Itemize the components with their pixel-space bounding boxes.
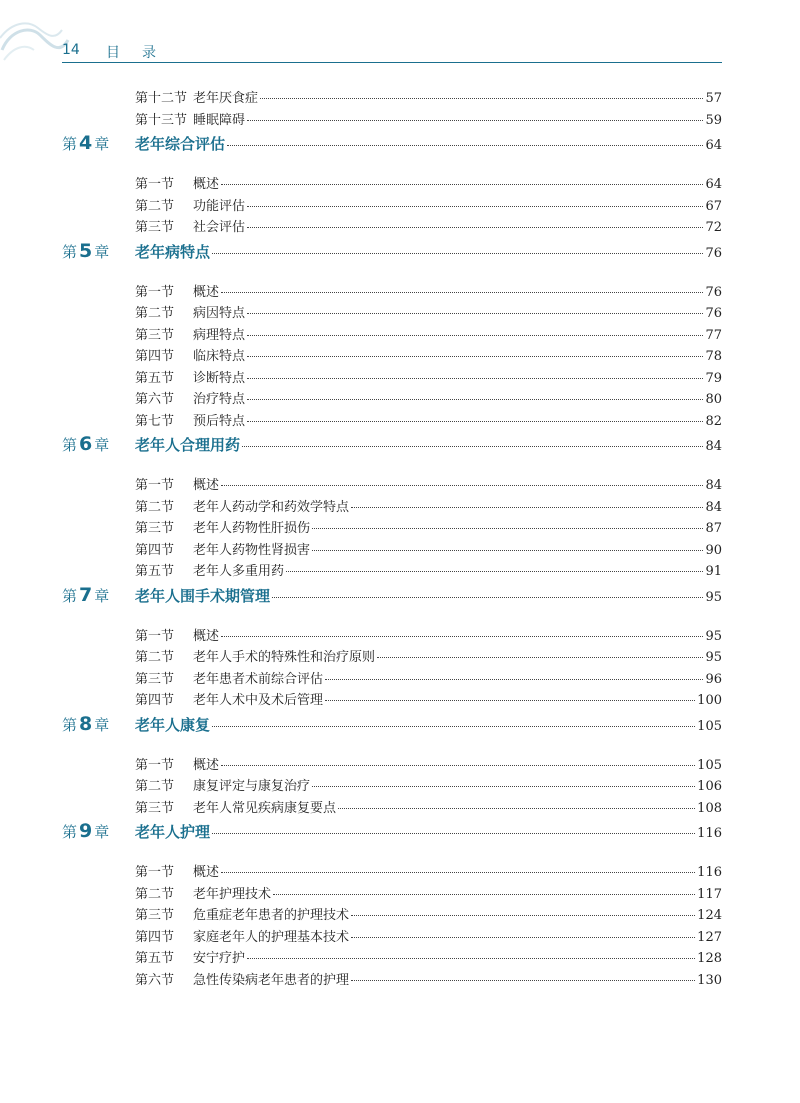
header-rule — [62, 62, 722, 63]
chapter-title: 老年人围手术期管理 — [135, 586, 271, 605]
dot-leader — [227, 145, 703, 146]
dot-leader — [312, 550, 703, 551]
dot-leader — [247, 120, 703, 121]
chapter-label: 第 8 章 — [62, 712, 110, 735]
section-page-number: 77 — [705, 327, 722, 343]
chapter-page-number: 116 — [697, 826, 722, 841]
section-page-number: 95 — [705, 650, 722, 665]
section-page-number: 84 — [705, 499, 722, 515]
section-title: 功能评估 — [193, 198, 246, 214]
section-label: 第一节 — [135, 478, 175, 493]
section-label: 第三节 — [135, 521, 175, 536]
page-header — [62, 40, 722, 62]
dot-leader — [221, 765, 695, 766]
toc-section-entry[interactable] — [135, 560, 722, 578]
section-title: 老年厌食症 — [193, 91, 259, 106]
toc-section-entry[interactable] — [135, 410, 722, 428]
section-page-number: 76 — [705, 306, 722, 321]
dot-leader — [221, 872, 695, 873]
section-page-number: 80 — [705, 392, 722, 407]
section-label: 第四节 — [135, 693, 175, 708]
section-label: 第三节 — [135, 327, 175, 343]
section-label: 第四节 — [135, 542, 175, 558]
section-title: 病因特点 — [193, 306, 246, 321]
toc-section-entry[interactable] — [135, 324, 722, 342]
section-label: 第十二节 — [135, 91, 188, 106]
section-label: 第一节 — [135, 284, 175, 300]
section-title: 老年人多重用药 — [193, 564, 285, 579]
dot-leader — [221, 636, 703, 637]
dot-leader — [312, 528, 703, 529]
toc-section-entry[interactable] — [135, 754, 722, 772]
section-label: 第一节 — [135, 177, 175, 192]
dot-leader — [351, 915, 695, 916]
dot-leader — [247, 335, 703, 336]
section-title: 治疗特点 — [193, 392, 246, 407]
toc-section-entry[interactable] — [135, 109, 722, 127]
section-page-number: 96 — [705, 671, 722, 687]
section-title: 老年人常见疾病康复要点 — [193, 800, 337, 816]
section-title: 老年人术中及术后管理 — [193, 693, 324, 708]
chapter-title: 老年人合理用药 — [135, 436, 241, 454]
toc-section-entry[interactable] — [135, 775, 722, 793]
section-title: 临床特点 — [193, 349, 246, 364]
section-page-number: 84 — [705, 478, 722, 493]
section-label: 第十三节 — [135, 112, 188, 128]
section-page-number: 72 — [705, 220, 722, 235]
section-label: 第七节 — [135, 413, 175, 429]
section-label: 第二节 — [135, 198, 175, 214]
section-page-number: 78 — [705, 349, 722, 364]
dot-leader — [247, 356, 703, 357]
section-label: 第三节 — [135, 220, 175, 235]
dot-leader — [247, 378, 703, 379]
dot-leader — [221, 292, 703, 293]
section-page-number: 100 — [697, 693, 722, 708]
section-page-number: 108 — [697, 800, 722, 816]
toc-chapter-entry[interactable] — [62, 820, 722, 844]
chapter-title: 老年人康复 — [135, 715, 211, 734]
toc-section-entry[interactable] — [135, 496, 722, 514]
section-label: 第二节 — [135, 779, 175, 794]
section-page-number: 82 — [705, 413, 722, 429]
section-title: 危重症老年患者的护理技术 — [193, 908, 350, 923]
toc-chapter-entry[interactable] — [62, 584, 722, 608]
dot-leader — [247, 421, 703, 422]
toc-chapter-entry[interactable] — [62, 240, 722, 264]
chapter-page-number: 105 — [697, 718, 722, 734]
section-title: 老年人手术的特殊性和治疗原则 — [193, 650, 376, 665]
chapter-title: 老年人护理 — [135, 823, 211, 841]
section-title: 概述 — [193, 628, 220, 644]
toc-section-entry[interactable] — [135, 517, 722, 535]
chapter-label: 第 4 章 — [62, 132, 110, 154]
toc-section-entry[interactable] — [135, 539, 722, 557]
section-label: 第六节 — [135, 392, 175, 407]
section-title: 家庭老年人的护理基本技术 — [193, 929, 350, 945]
chapter-page-number: 84 — [705, 439, 722, 454]
dot-leader — [286, 571, 703, 572]
toc-section-entry[interactable] — [135, 904, 722, 922]
section-label: 第三节 — [135, 671, 175, 687]
chapter-page-number: 64 — [705, 138, 722, 153]
section-label: 第五节 — [135, 370, 175, 386]
section-page-number: 117 — [697, 886, 722, 902]
section-title: 预后特点 — [193, 413, 246, 429]
dot-leader — [247, 313, 703, 314]
toc-section-entry[interactable] — [135, 689, 722, 707]
toc-section-entry[interactable] — [135, 883, 722, 901]
toc-section-entry[interactable] — [135, 302, 722, 320]
dot-leader — [260, 98, 703, 99]
dot-leader — [377, 657, 703, 658]
chapter-label: 第 6 章 — [62, 433, 110, 455]
chapter-label: 第 7 章 — [62, 583, 110, 606]
section-title: 睡眠障碍 — [193, 112, 246, 128]
dot-leader — [242, 446, 703, 447]
section-label: 第三节 — [135, 908, 175, 923]
toc-chapter-entry[interactable] — [62, 132, 722, 156]
section-label: 第二节 — [135, 499, 175, 515]
toc-section-entry[interactable] — [135, 173, 722, 191]
section-title: 诊断特点 — [193, 370, 246, 386]
section-title: 概述 — [193, 865, 220, 880]
dot-leader — [312, 786, 695, 787]
section-label: 第六节 — [135, 972, 175, 988]
section-title: 安宁疗护 — [193, 951, 246, 966]
dot-leader — [351, 937, 695, 938]
dot-leader — [272, 597, 703, 598]
section-label: 第五节 — [135, 564, 175, 579]
toc-section-entry[interactable] — [135, 388, 722, 406]
dot-leader — [247, 206, 703, 207]
section-page-number: 76 — [705, 284, 722, 300]
section-label: 第五节 — [135, 951, 175, 966]
toc-section-entry[interactable] — [135, 668, 722, 686]
header-title: 目录 — [106, 45, 178, 61]
dot-leader — [212, 833, 695, 834]
section-page-number: 128 — [697, 951, 722, 966]
section-title: 社会评估 — [193, 220, 246, 235]
toc-chapter-entry[interactable] — [62, 713, 722, 737]
section-label: 第四节 — [135, 349, 175, 364]
chapter-title: 老年病特点 — [135, 242, 211, 261]
section-page-number: 59 — [705, 112, 722, 128]
section-page-number: 116 — [697, 865, 722, 880]
section-page-number: 127 — [697, 929, 722, 945]
toc-section-entry[interactable] — [135, 625, 722, 643]
toc-chapter-entry[interactable] — [62, 433, 722, 457]
section-title: 病理特点 — [193, 327, 246, 343]
section-label: 第一节 — [135, 865, 175, 880]
toc-section-entry[interactable] — [135, 969, 722, 987]
section-title: 老年人药物性肾损害 — [193, 542, 311, 558]
dot-leader — [212, 253, 703, 254]
section-title: 概述 — [193, 757, 220, 773]
chapter-page-number: 95 — [705, 589, 722, 605]
dot-leader — [221, 485, 703, 486]
section-title: 老年人药动学和药效学特点 — [193, 499, 350, 515]
section-page-number: 124 — [697, 908, 722, 923]
section-page-number: 57 — [705, 91, 722, 106]
section-label: 第四节 — [135, 929, 175, 945]
toc-section-entry[interactable] — [135, 87, 722, 105]
chapter-page-number: 76 — [705, 245, 722, 261]
toc-section-entry[interactable] — [135, 947, 722, 965]
section-title: 康复评定与康复治疗 — [193, 779, 311, 794]
section-page-number: 95 — [705, 628, 722, 644]
toc-section-entry[interactable] — [135, 926, 722, 944]
dot-leader — [325, 679, 703, 680]
section-label: 第二节 — [135, 886, 175, 902]
toc-section-entry[interactable] — [135, 797, 722, 815]
toc-section-entry[interactable] — [135, 195, 722, 213]
toc-section-entry[interactable] — [135, 281, 722, 299]
decorative-swirl-ornament — [0, 0, 70, 70]
section-label: 第一节 — [135, 757, 175, 773]
dot-leader — [351, 980, 695, 981]
toc-section-entry[interactable] — [135, 861, 722, 879]
dot-leader — [221, 184, 703, 185]
section-label: 第二节 — [135, 306, 175, 321]
dot-leader — [338, 808, 695, 809]
toc-section-entry[interactable] — [135, 474, 722, 492]
section-title: 老年护理技术 — [193, 886, 272, 902]
toc-section-entry[interactable] — [135, 367, 722, 385]
section-title: 老年患者术前综合评估 — [193, 671, 324, 687]
toc-section-entry[interactable] — [135, 646, 722, 664]
dot-leader — [351, 507, 703, 508]
section-label: 第三节 — [135, 800, 175, 816]
chapter-title: 老年综合评估 — [135, 135, 226, 153]
section-label: 第一节 — [135, 628, 175, 644]
section-title: 概述 — [193, 478, 220, 493]
dot-leader — [273, 894, 695, 895]
section-page-number: 91 — [705, 564, 722, 579]
page-number: 14 — [62, 42, 80, 58]
chapter-label: 第 5 章 — [62, 239, 110, 262]
dot-leader — [325, 700, 695, 701]
section-label: 第二节 — [135, 650, 175, 665]
dot-leader — [247, 227, 703, 228]
section-page-number: 87 — [705, 521, 722, 536]
section-title: 概述 — [193, 177, 220, 192]
toc-section-entry[interactable] — [135, 345, 722, 363]
dot-leader — [247, 399, 703, 400]
dot-leader — [212, 726, 695, 727]
section-page-number: 90 — [705, 542, 722, 558]
section-title: 概述 — [193, 284, 220, 300]
dot-leader — [247, 958, 695, 959]
section-page-number: 67 — [705, 198, 722, 214]
section-title: 老年人药物性肝损伤 — [193, 521, 311, 536]
chapter-label: 第 9 章 — [62, 820, 110, 842]
section-page-number: 64 — [705, 177, 722, 192]
section-page-number: 130 — [697, 972, 722, 988]
section-title: 急性传染病老年患者的护理 — [193, 972, 350, 988]
section-page-number: 106 — [697, 779, 722, 794]
section-page-number: 105 — [697, 757, 722, 773]
toc-section-entry[interactable] — [135, 216, 722, 234]
section-page-number: 79 — [705, 370, 722, 386]
